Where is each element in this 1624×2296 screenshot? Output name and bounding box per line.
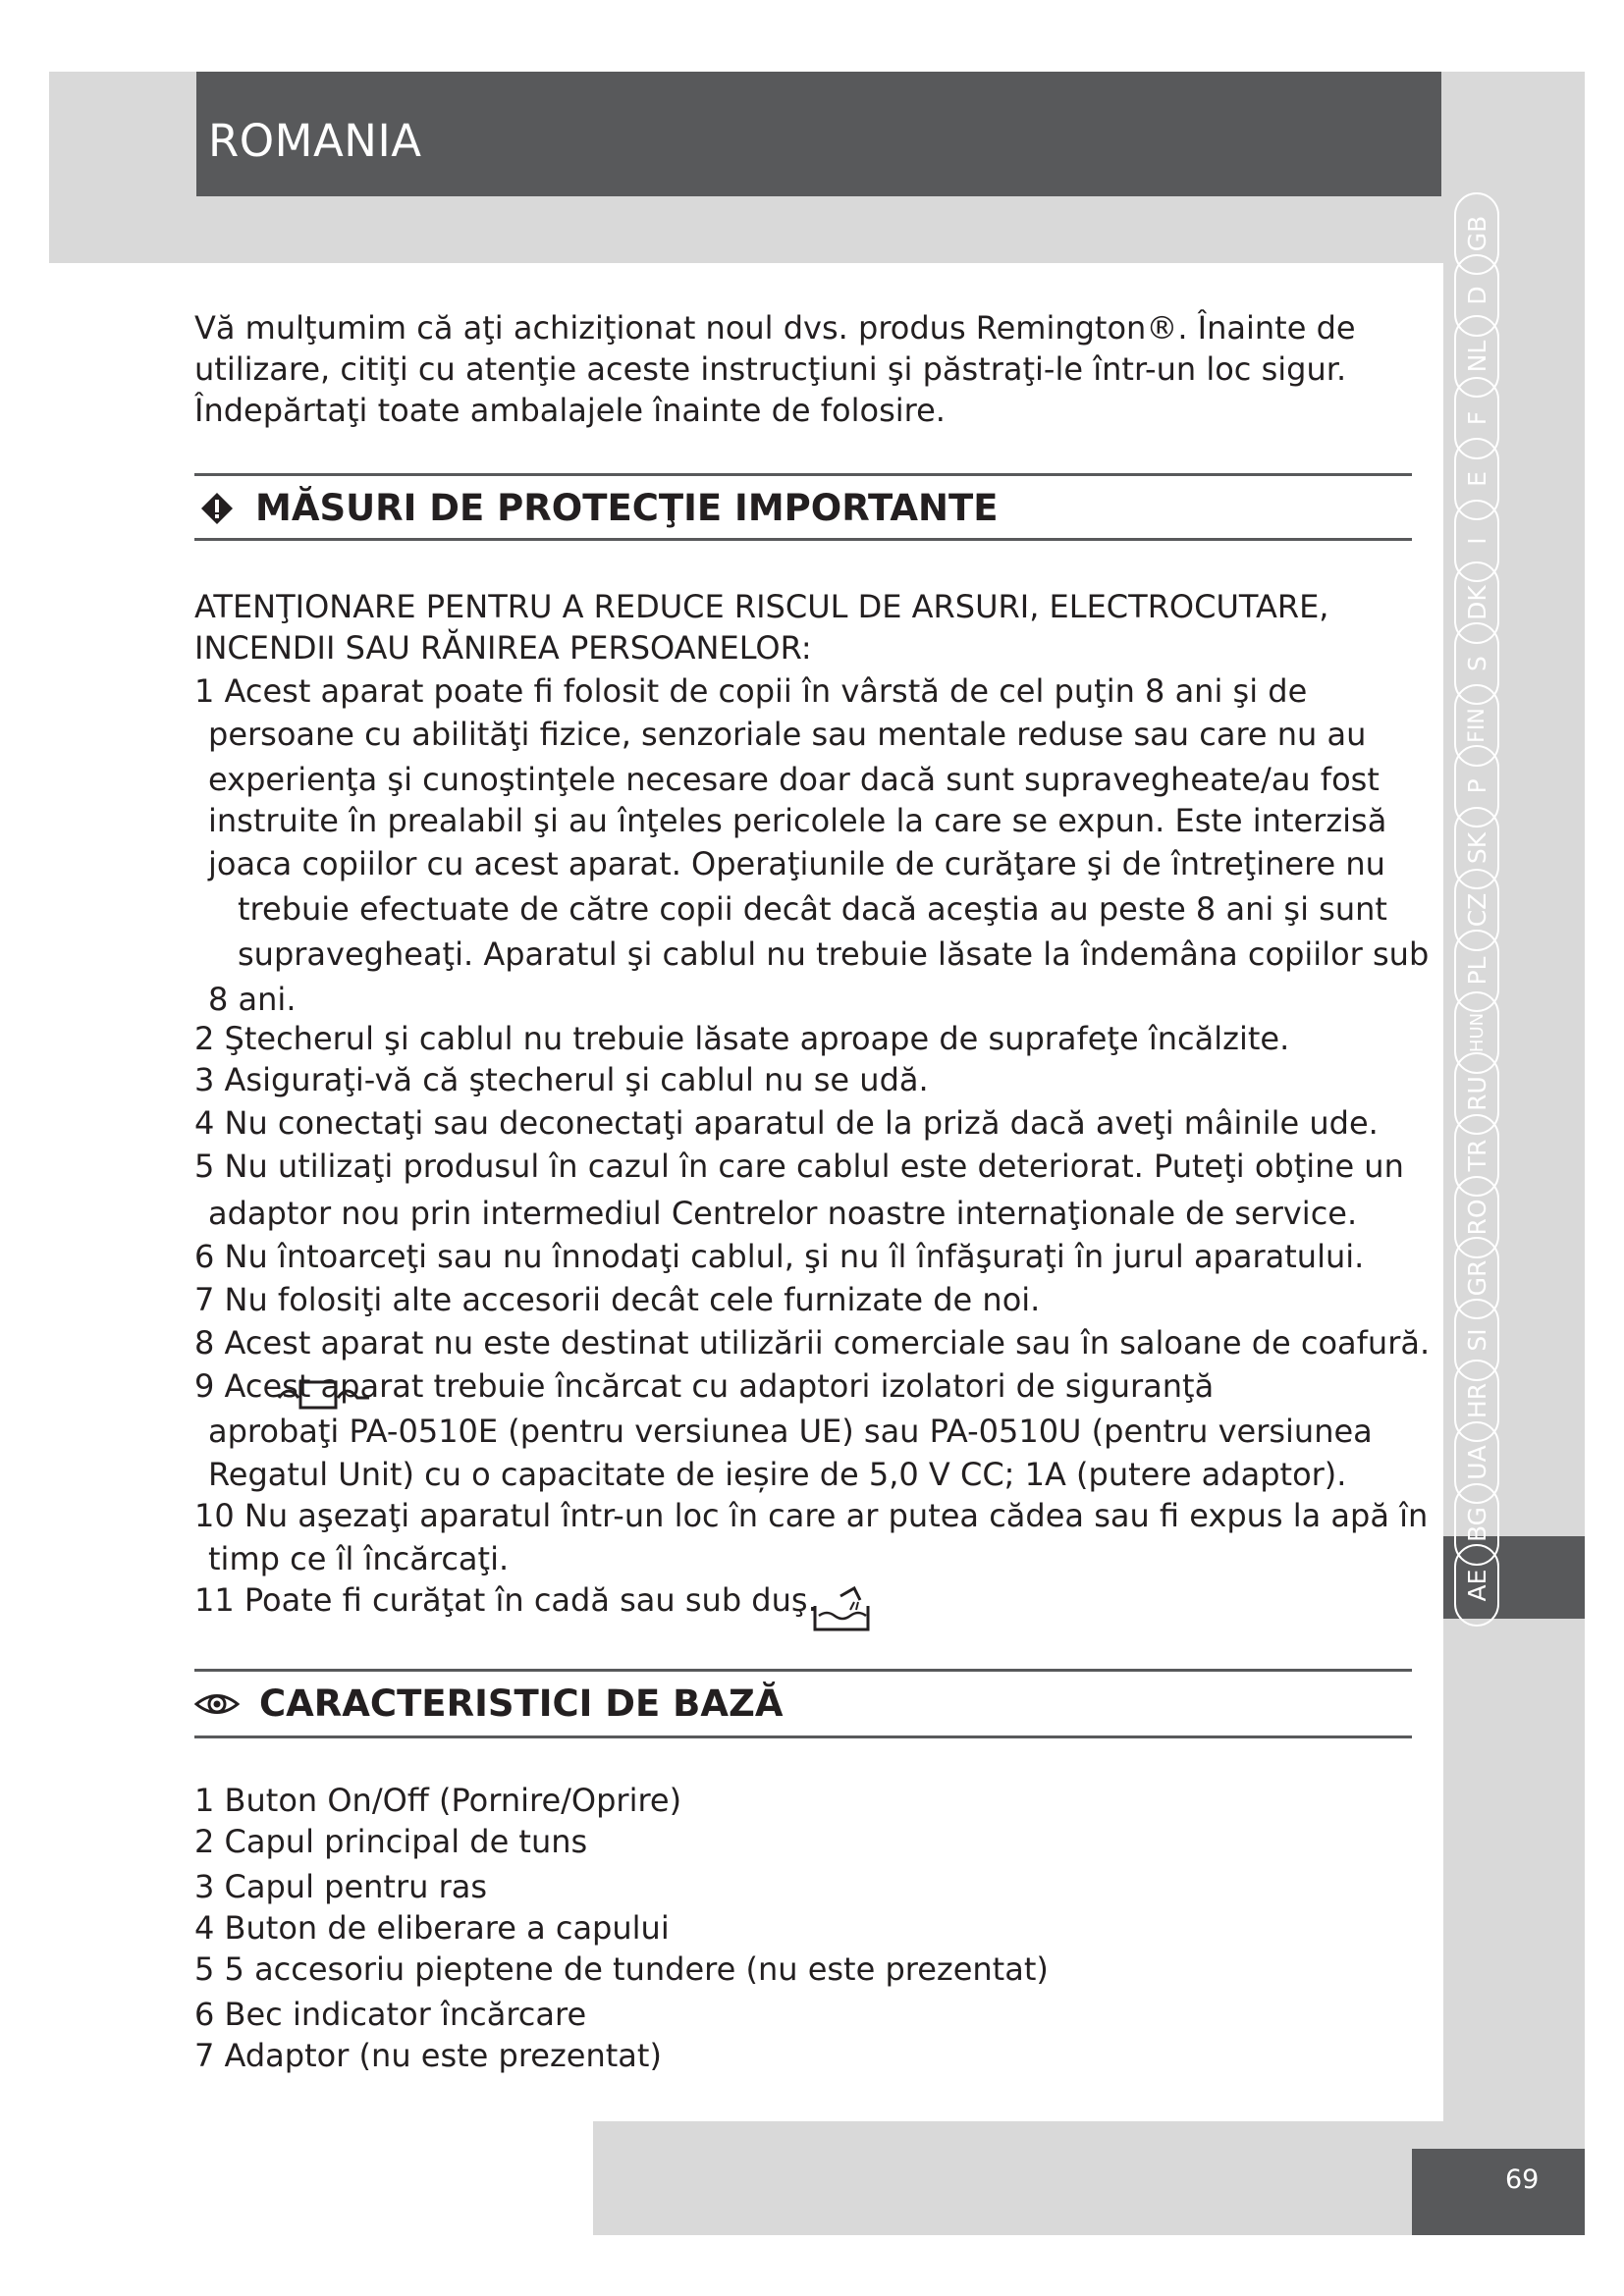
list-item: instruite în prealabil şi au înţeles pericolele la care se expun. Este interzisă: [208, 802, 1387, 839]
safety-heading-text: MĂSURI DE PROTECŢIE IMPORTANTE: [255, 487, 999, 529]
language-tab-label: NL: [1454, 315, 1499, 398]
language-tab-label: DK: [1454, 561, 1499, 644]
language-tab-label: UA: [1454, 1421, 1499, 1504]
list-item: 4 Buton de eliberare a capului: [194, 1909, 670, 1947]
page-title: ROMANIA: [208, 115, 422, 167]
language-tab-ae[interactable]: [1449, 1544, 1504, 1627]
list-item: joaca copiilor cu acest aparat. Operaţiunile de curăţare şi de întreţinere nu: [208, 845, 1385, 882]
list-item: timp ce îl încărcaţi.: [208, 1540, 510, 1577]
warning-line: ATENŢIONARE PENTRU A REDUCE RISCUL DE ARSURI, ELECTROCUTARE,: [194, 588, 1329, 625]
list-item: 9 Acest aparat trebuie încărcat cu adaptori izolatori de siguranţă: [194, 1367, 1215, 1405]
language-tab-label: GR: [1454, 1237, 1499, 1319]
language-tab-label: P: [1454, 745, 1499, 828]
language-tab-label: S: [1454, 622, 1499, 705]
list-item: 1 Acest aparat poate fi folosit de copii în vârstă de cel puţin 8 ani şi de: [194, 672, 1308, 710]
language-tab-label: SI: [1454, 1299, 1499, 1381]
list-item: 5 Nu utilizaţi produsul în cazul în care cablul este deteriorat. Puteţi obţine un: [194, 1148, 1404, 1185]
language-tab-label: F: [1454, 377, 1499, 459]
list-item: 2 Capul principal de tuns: [194, 1823, 588, 1860]
list-item: 1 Buton On/Off (Pornire/Oprire): [194, 1782, 682, 1819]
language-tab-label: HUN: [1454, 991, 1499, 1074]
intro-line: utilizare, citiţi cu atenţie aceste instrucţiuni şi păstraţi-le într-un loc sigur.: [194, 350, 1347, 388]
warning-line: INCENDII SAU RĂNIREA PERSOANELOR:: [194, 629, 812, 667]
page-number-box: [1412, 2149, 1585, 2235]
language-tab-label: RO: [1454, 1176, 1499, 1258]
section-divider: [194, 1735, 1412, 1738]
language-tab-label: I: [1454, 500, 1499, 582]
language-tab-label: SK: [1454, 807, 1499, 889]
title-bar: [196, 72, 1441, 196]
warning-icon: [200, 492, 234, 525]
list-item: adaptor nou prin intermediul Centrelor noastre internaţionale de service.: [208, 1195, 1358, 1232]
intro-line: Îndepărtaţi toate ambalajele înainte de folosire.: [194, 392, 946, 429]
list-item: Regatul Unit) cu o capacitate de ieșire de 5,0 V CC; 1A (putere adaptor).: [208, 1456, 1347, 1493]
page-number: 69: [1505, 2164, 1540, 2195]
safety-heading: [194, 487, 999, 529]
language-tab-label: GB: [1454, 192, 1499, 275]
list-item: experienţa şi cunoştinţele necesare doar dacă sunt supravegheate/au fost: [208, 761, 1380, 798]
list-item: persoane cu abilităţi fizice, senzoriale sau mentale reduse sau care nu au: [208, 716, 1367, 753]
language-tab-label: E: [1454, 438, 1499, 520]
list-item: 8 ani.: [208, 981, 297, 1018]
list-item: 7 Adaptor (nu este prezentat): [194, 2037, 662, 2074]
list-item: trebuie efectuate de către copii decât dacă aceştia au peste 8 ani şi sunt: [238, 890, 1387, 928]
language-tab-label: RU: [1454, 1052, 1499, 1135]
section-divider: [194, 1669, 1412, 1672]
list-item: 3 Capul pentru ras: [194, 1868, 488, 1905]
section-divider: [194, 473, 1412, 476]
intro-line: Vă mulţumim că aţi achiziţionat noul dvs. produs Remington®. Înainte de: [194, 309, 1356, 347]
list-item: 8 Acest aparat nu este destinat utilizării comerciale sau în saloane de coafură.: [194, 1324, 1431, 1362]
language-tab-label: AE: [1454, 1544, 1499, 1627]
list-item: 4 Nu conectaţi sau deconectaţi aparatul de la priză dacă aveţi mâinile ude.: [194, 1104, 1379, 1142]
section-divider: [194, 538, 1412, 541]
list-item: supravegheaţi. Aparatul şi cablul nu trebuie lăsate la îndemâna copiilor sub: [238, 935, 1430, 973]
list-item: 10 Nu aşezaţi aparatul într-un loc în care ar putea cădea sau fi expus la apă în: [194, 1497, 1429, 1534]
list-item: 2 Ştecherul şi cablul nu trebuie lăsate aproape de suprafeţe încălzite.: [194, 1020, 1290, 1057]
features-heading: [194, 1682, 783, 1725]
language-tab-label: TR: [1454, 1114, 1499, 1197]
language-tab-label: D: [1454, 254, 1499, 337]
language-tab-label: HR: [1454, 1360, 1499, 1442]
eye-icon: [194, 1687, 240, 1721]
features-heading-text: CARACTERISTICI DE BAZĂ: [259, 1682, 784, 1725]
list-item: aprobaţi PA-0510E (pentru versiunea UE) sau PA-0510U (pentru versiunea: [208, 1413, 1373, 1450]
list-item: 11 Poate fi curăţat în cadă sau sub duş.: [194, 1581, 818, 1619]
list-item: 5 5 accesoriu pieptene de tundere (nu este prezentat): [194, 1950, 1049, 1988]
language-tab-label: CZ: [1454, 869, 1499, 951]
list-item: 6 Bec indicator încărcare: [194, 1996, 587, 2033]
list-item: 3 Asiguraţi-vă că ştecherul şi cablul nu se udă.: [194, 1061, 929, 1098]
safety-transformer-icon: [277, 1376, 371, 1412]
language-tab-label: FIN: [1454, 684, 1499, 767]
list-item: 6 Nu întoarceţi sau nu înnodaţi cablul, şi nu îl înfăşuraţi în jurul aparatului.: [194, 1238, 1365, 1275]
language-tab-label: PL: [1454, 930, 1499, 1012]
language-tab-label: BG: [1454, 1483, 1499, 1566]
list-item: 7 Nu folosiţi alte accesorii decât cele furnizate de noi.: [194, 1281, 1041, 1318]
washable-icon: [811, 1584, 872, 1633]
